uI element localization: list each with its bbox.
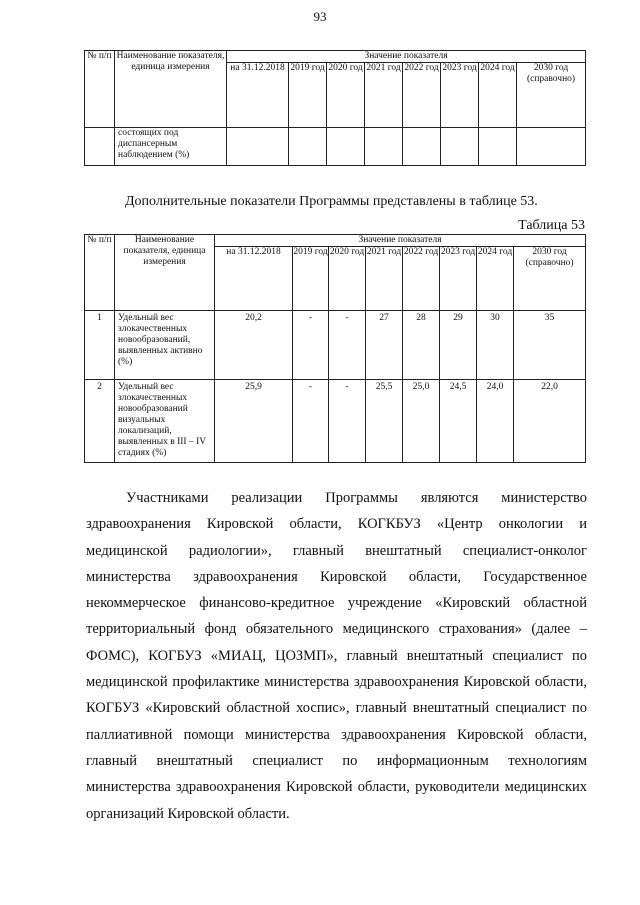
header-col: 2024 год: [477, 247, 514, 311]
header-col: 2021 год: [365, 63, 403, 128]
additional-indicators-table: [84, 234, 586, 463]
header-group: Значение показателя: [215, 235, 586, 247]
row-value: 22,0: [514, 380, 586, 463]
header-col: 2020 год: [329, 247, 366, 311]
row-value: [327, 128, 365, 166]
header-col: 2024 год: [479, 63, 517, 128]
row-value: [517, 128, 586, 166]
row-name: Удельный вес злокачественных новообразований визуальных локализаций, выявленных в III – IV стадиях (%): [115, 380, 215, 463]
header-col: 2023 год: [440, 247, 477, 311]
table-caption: Таблица 53: [518, 218, 585, 233]
header-col: 2030 год (справочно): [514, 247, 586, 311]
table-row: [85, 128, 586, 166]
header-col: 2022 год: [403, 247, 440, 311]
header-col: 2020 год: [327, 63, 365, 128]
header-col: 2030 год (справочно): [517, 63, 586, 128]
row-value: 25,0: [403, 380, 440, 463]
header-num: № п/п: [85, 235, 115, 311]
page-number: 93: [313, 9, 327, 24]
row-value: -: [293, 380, 329, 463]
header-col: 2019 год: [293, 247, 329, 311]
indicators-table-continued: [84, 50, 586, 166]
table-row: [85, 380, 586, 463]
row-value: 35: [514, 311, 586, 380]
intro-text: Дополнительные показатели Программы представлены в таблице 53.: [125, 194, 538, 209]
row-value: [365, 128, 403, 166]
row-value: [403, 128, 441, 166]
row-num: 2: [85, 380, 115, 463]
row-value: [289, 128, 327, 166]
row-value: 25,5: [366, 380, 403, 463]
row-value: -: [293, 311, 329, 380]
row-value: [441, 128, 479, 166]
row-num: 1: [85, 311, 115, 380]
row-value: -: [329, 311, 366, 380]
row-name: состоящих под диспансерным наблюдением (%): [115, 128, 227, 166]
row-value: 30: [477, 311, 514, 380]
row-value: 29: [440, 311, 477, 380]
row-value: -: [329, 380, 366, 463]
row-value: 24,0: [477, 380, 514, 463]
header-group: Значение показателя: [227, 51, 586, 63]
header-col: 2022 год: [403, 63, 441, 128]
row-name: Удельный вес злокачественных новообразований, выявленных активно (%): [115, 311, 215, 380]
row-value: 27: [366, 311, 403, 380]
row-value: 20,2: [215, 311, 293, 380]
header-col: 2019 год: [289, 63, 327, 128]
header-name: Наименование показателя, единица измерения: [115, 235, 215, 311]
header-name: Наименование показателя, единица измерения: [115, 51, 227, 128]
header-col: 2023 год: [441, 63, 479, 128]
row-num: [85, 128, 115, 166]
row-value: 24,5: [440, 380, 477, 463]
row-value: [227, 128, 289, 166]
row-value: 25,9: [215, 380, 293, 463]
header-col: 2021 год: [366, 247, 403, 311]
row-value: [479, 128, 517, 166]
participants-paragraph: Участниками реализации Программы являются министерство здравоохранения Кировской области, КОГКБУЗ «Центр онкологии и медицинской радиологии», главный внештатный специалист-онколог министерства здравоохранения Кировской области, Государственное некоммерческое финансово-кредитное учреждение «Кировский областной территориальный фонд обязательного медицинского страхования» (далее – ФОМС), КОГБУЗ «МИАЦ, ЦОЗМП», главный внештатный специалист по медицинской профилактике министерства здравоохранения Кировской области, КОГБУЗ «Кировский областной хоспис», главный внештатный специалист по паллиативной помощи министерства здравоохранения Кировской области, главный внештатный специалист по информационным технологиям министерства здравоохранения Кировской области, руководители медицинских организаций Кировской области.: [86, 490, 587, 822]
header-col: на 31.12.2018: [215, 247, 293, 311]
table-row: [85, 311, 586, 380]
header-col: на 31.12.2018: [227, 63, 289, 128]
row-value: 28: [403, 311, 440, 380]
header-num: № п/п: [85, 51, 115, 128]
